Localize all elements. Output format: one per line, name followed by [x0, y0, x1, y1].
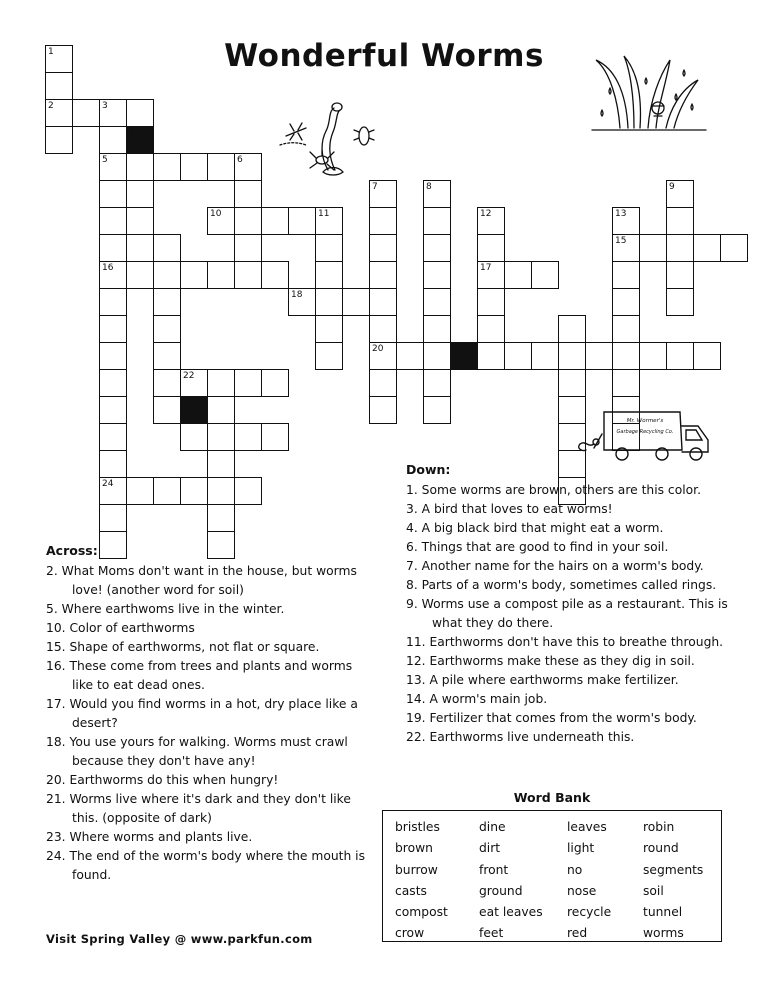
- down-clue: 19. Fertilizer that comes from the worm's body.: [406, 711, 697, 725]
- grid-cell[interactable]: [288, 288, 316, 316]
- grid-cell[interactable]: [234, 477, 262, 505]
- down-clue: 8. Parts of a worm's body, sometimes called rings.: [406, 578, 717, 592]
- grid-cell[interactable]: [126, 477, 154, 505]
- word-bank-word: nose: [567, 883, 597, 898]
- clue-number: 20: [372, 344, 384, 354]
- grid-cell[interactable]: [72, 99, 100, 127]
- word-bank-word: soil: [643, 883, 664, 898]
- grid-cell[interactable]: [693, 234, 721, 262]
- across-clue: 2. What Moms don't want in the house, but worms love! (another word for soil): [46, 564, 357, 597]
- word-bank-word: casts: [395, 883, 427, 898]
- word-bank-word: segments: [643, 862, 704, 877]
- down-clue: 12. Earthworms make these as they dig in soil.: [406, 654, 695, 668]
- raindrop-plant-drawing: [590, 50, 708, 132]
- word-bank-word: dine: [479, 820, 506, 834]
- grid-cell[interactable]: [315, 288, 343, 316]
- grid-cell[interactable]: [261, 423, 289, 451]
- grid-cell[interactable]: [234, 180, 262, 208]
- clue-number: 12: [480, 209, 492, 219]
- grid-cell[interactable]: [234, 234, 262, 262]
- grid-cell[interactable]: [180, 423, 208, 451]
- clue-number: 15: [615, 236, 627, 246]
- clue-number: 24: [102, 479, 114, 489]
- down-clue: 6. Things that are good to find in your soil.: [406, 540, 669, 554]
- bugs-and-worm-drawing: [276, 98, 376, 182]
- grid-cell[interactable]: [99, 288, 127, 316]
- grid-cell[interactable]: [153, 477, 181, 505]
- grid-cell[interactable]: [207, 261, 235, 289]
- grid-cell[interactable]: [99, 180, 127, 208]
- grid-cell[interactable]: [126, 99, 154, 127]
- clue-number: 5: [102, 155, 108, 165]
- word-bank-word: front: [479, 862, 509, 877]
- grid-cell[interactable]: [99, 477, 127, 505]
- grid-cell[interactable]: [153, 315, 181, 343]
- grid-cell[interactable]: [207, 423, 235, 451]
- grid-cell[interactable]: [45, 99, 73, 127]
- word-bank-word: feet: [479, 926, 504, 941]
- down-clue: 11. Earthworms don't have this to breathe through.: [406, 635, 724, 649]
- grid-cell[interactable]: [423, 342, 451, 370]
- word-bank-column: [479, 817, 543, 945]
- grid-cell[interactable]: [423, 207, 451, 235]
- down-clue: 3. A bird that loves to eat worms!: [406, 502, 613, 516]
- word-bank-word: light: [567, 841, 595, 856]
- down-clue: 4. A big black bird that might eat a worm.: [406, 521, 664, 535]
- grid-cell[interactable]: [666, 288, 694, 316]
- across-clue: 15. Shape of earthworms, not flat or square.: [46, 640, 320, 654]
- grid-cell[interactable]: [612, 234, 640, 262]
- grid-cell[interactable]: [612, 207, 640, 235]
- garbage-truck-drawing: [574, 404, 714, 466]
- grid-cell[interactable]: [558, 342, 586, 370]
- clue-number: 22: [183, 371, 195, 381]
- grid-cell[interactable]: [612, 315, 640, 343]
- grid-cell[interactable]: [612, 369, 640, 397]
- grid-cell[interactable]: [504, 261, 532, 289]
- grid-cell[interactable]: [99, 261, 127, 289]
- grid-cell[interactable]: [234, 261, 262, 289]
- word-bank-word: ground: [479, 883, 523, 898]
- grid-cell[interactable]: [558, 315, 586, 343]
- word-bank-word: crow: [395, 926, 425, 941]
- grid-cell[interactable]: [45, 45, 73, 73]
- grid-cell[interactable]: [207, 450, 235, 478]
- word-bank-word: tunnel: [643, 905, 683, 920]
- grid-cell[interactable]: [207, 477, 235, 505]
- grid-cell[interactable]: [234, 153, 262, 181]
- across-clue: 17. Would you find worms in a hot, dry place like a desert?: [46, 697, 358, 730]
- across-clue: 18. You use yours for walking. Worms must crawl because they don't have any!: [46, 735, 348, 768]
- grid-cell[interactable]: [504, 342, 532, 370]
- grid-cell[interactable]: [423, 396, 451, 424]
- clue-number: 10: [210, 209, 222, 219]
- grid-cell[interactable]: [423, 369, 451, 397]
- grid-cell[interactable]: [585, 342, 613, 370]
- clue-number: 13: [615, 209, 627, 219]
- down-heading: Down:: [406, 462, 451, 477]
- grid-cell[interactable]: [153, 288, 181, 316]
- grid-cell[interactable]: [531, 261, 559, 289]
- grid-cell[interactable]: [369, 396, 397, 424]
- down-clue: 13. A pile where earthworms make fertilizer.: [406, 673, 679, 687]
- word-bank-word: burrow: [395, 862, 438, 877]
- grid-cell[interactable]: [477, 342, 505, 370]
- grid-cell[interactable]: [126, 153, 154, 181]
- across-heading: Across:: [46, 543, 98, 558]
- down-clues: [406, 460, 736, 747]
- grid-cell[interactable]: [315, 342, 343, 370]
- truck-sign-line-1: Mr. Wormer's: [626, 418, 664, 424]
- across-clue: 10. Color of earthworms: [46, 621, 195, 635]
- word-bank-word: red: [567, 926, 588, 941]
- word-bank-column: [567, 817, 611, 945]
- grid-cell[interactable]: [234, 207, 262, 235]
- black-cell: [126, 126, 154, 154]
- word-bank-column: [395, 817, 448, 945]
- clue-number: 18: [291, 290, 303, 300]
- clue-number: 7: [372, 182, 378, 192]
- grid-cell[interactable]: [45, 126, 73, 154]
- clue-number: 1: [48, 47, 54, 57]
- grid-cell[interactable]: [477, 261, 505, 289]
- grid-cell[interactable]: [261, 207, 289, 235]
- grid-cell[interactable]: [180, 153, 208, 181]
- black-cell: [180, 396, 208, 424]
- word-bank-word: leaves: [567, 820, 607, 834]
- grid-cell[interactable]: [612, 342, 640, 370]
- word-bank-title: Word Bank: [513, 790, 591, 805]
- grid-cell[interactable]: [288, 207, 316, 235]
- clue-number: 2: [48, 101, 54, 111]
- grid-cell[interactable]: [612, 288, 640, 316]
- word-bank: [382, 810, 722, 942]
- word-bank-word: worms: [643, 926, 684, 941]
- across-clue: 24. The end of the worm's body where the mouth is found.: [46, 849, 365, 882]
- grid-cell[interactable]: [99, 126, 127, 154]
- clue-number: 3: [102, 101, 108, 111]
- word-bank-word: bristles: [395, 820, 440, 834]
- grid-cell[interactable]: [153, 396, 181, 424]
- grid-cell[interactable]: [558, 369, 586, 397]
- grid-cell[interactable]: [639, 234, 667, 262]
- across-clue: 16. These come from trees and plants and worms like to eat dead ones.: [46, 659, 353, 692]
- grid-cell[interactable]: [666, 207, 694, 235]
- word-bank-word: compost: [395, 905, 448, 920]
- word-bank-word: eat leaves: [479, 905, 543, 920]
- clue-number: 9: [669, 182, 675, 192]
- grid-cell[interactable]: [234, 369, 262, 397]
- clue-number: 8: [426, 182, 432, 192]
- black-cell: [450, 342, 478, 370]
- grid-cell[interactable]: [315, 261, 343, 289]
- grid-cell[interactable]: [99, 207, 127, 235]
- grid-cell[interactable]: [153, 234, 181, 262]
- grid-cell[interactable]: [369, 315, 397, 343]
- grid-cell[interactable]: [180, 477, 208, 505]
- clue-number: 16: [102, 263, 114, 273]
- grid-cell[interactable]: [369, 261, 397, 289]
- down-clue: 9. Worms use a compost pile as a restaurant. This is what they do there.: [406, 597, 728, 630]
- word-bank-word: dirt: [479, 841, 501, 856]
- grid-cell[interactable]: [207, 153, 235, 181]
- grid-cell[interactable]: [693, 342, 721, 370]
- puzzle-title: Wonderful Worms: [224, 38, 544, 74]
- grid-cell[interactable]: [531, 342, 559, 370]
- grid-cell[interactable]: [99, 315, 127, 343]
- grid-cell[interactable]: [477, 207, 505, 235]
- grid-cell[interactable]: [477, 315, 505, 343]
- across-clue: 23. Where worms and plants live.: [46, 830, 253, 844]
- clue-number: 6: [237, 155, 243, 165]
- footer-link-text: Visit Spring Valley @ www.parkfun.com: [46, 932, 313, 946]
- grid-cell[interactable]: [99, 450, 127, 478]
- grid-cell[interactable]: [369, 180, 397, 208]
- across-clue: 21. Worms live where it's dark and they don't like this. (opposite of dark): [46, 792, 351, 825]
- grid-cell[interactable]: [477, 288, 505, 316]
- grid-cell[interactable]: [261, 261, 289, 289]
- grid-cell[interactable]: [207, 396, 235, 424]
- down-clue: 22. Earthworms live underneath this.: [406, 730, 635, 744]
- grid-cell[interactable]: [720, 234, 748, 262]
- across-clue: 5. Where earthwoms live in the winter.: [46, 602, 285, 616]
- grid-cell[interactable]: [126, 180, 154, 208]
- grid-cell[interactable]: [666, 180, 694, 208]
- grid-cell[interactable]: [315, 234, 343, 262]
- grid-cell[interactable]: [639, 342, 667, 370]
- grid-cell[interactable]: [666, 342, 694, 370]
- grid-cell[interactable]: [369, 342, 397, 370]
- grid-cell[interactable]: [477, 234, 505, 262]
- across-clues: [46, 541, 366, 885]
- grid-cell[interactable]: [369, 207, 397, 235]
- grid-cell[interactable]: [369, 369, 397, 397]
- grid-cell[interactable]: [207, 504, 235, 532]
- grid-cell[interactable]: [423, 315, 451, 343]
- grid-cell[interactable]: [99, 99, 127, 127]
- grid-cell[interactable]: [153, 261, 181, 289]
- grid-cell[interactable]: [342, 288, 370, 316]
- grid-cell[interactable]: [99, 234, 127, 262]
- grid-cell[interactable]: [261, 369, 289, 397]
- word-bank-word: recycle: [567, 905, 612, 920]
- truck-sign-line-2: Garbage Recycling Co.: [616, 429, 674, 435]
- grid-cell[interactable]: [369, 234, 397, 262]
- grid-cell[interactable]: [423, 288, 451, 316]
- grid-cell[interactable]: [180, 369, 208, 397]
- down-clue: 7. Another name for the hairs on a worm's body.: [406, 559, 704, 573]
- grid-cell[interactable]: [423, 234, 451, 262]
- word-bank-column: [643, 817, 703, 945]
- grid-cell[interactable]: [99, 369, 127, 397]
- grid-cell[interactable]: [234, 423, 262, 451]
- grid-cell[interactable]: [423, 180, 451, 208]
- across-clue: 20. Earthworms do this when hungry!: [46, 773, 279, 787]
- clue-number: 11: [318, 209, 330, 219]
- grid-cell[interactable]: [126, 207, 154, 235]
- clue-number: 4: [129, 128, 135, 138]
- word-bank-word: round: [643, 841, 679, 856]
- grid-cell[interactable]: [99, 153, 127, 181]
- word-bank-word: brown: [395, 841, 433, 856]
- word-bank-word: no: [567, 862, 583, 877]
- grid-cell[interactable]: [369, 288, 397, 316]
- grid-cell[interactable]: [207, 369, 235, 397]
- word-bank-word: robin: [643, 820, 675, 834]
- grid-cell[interactable]: [207, 207, 235, 235]
- grid-cell[interactable]: [153, 342, 181, 370]
- grid-cell[interactable]: [666, 234, 694, 262]
- grid-cell[interactable]: [315, 315, 343, 343]
- clue-number: 17: [480, 263, 492, 273]
- grid-cell[interactable]: [180, 261, 208, 289]
- grid-cell[interactable]: [99, 342, 127, 370]
- grid-cell[interactable]: [153, 153, 181, 181]
- grid-cell[interactable]: [396, 342, 424, 370]
- grid-cell[interactable]: [423, 261, 451, 289]
- down-clue: 1. Some worms are brown, others are this color.: [406, 483, 701, 497]
- grid-cell[interactable]: [99, 504, 127, 532]
- grid-cell[interactable]: [99, 396, 127, 424]
- grid-cell[interactable]: [99, 423, 127, 451]
- grid-cell[interactable]: [612, 261, 640, 289]
- grid-cell[interactable]: [126, 261, 154, 289]
- grid-cell[interactable]: [315, 207, 343, 235]
- grid-cell[interactable]: [153, 369, 181, 397]
- down-clue: 14. A worm's main job.: [406, 692, 548, 706]
- grid-cell[interactable]: [45, 72, 73, 100]
- grid-cell[interactable]: [666, 261, 694, 289]
